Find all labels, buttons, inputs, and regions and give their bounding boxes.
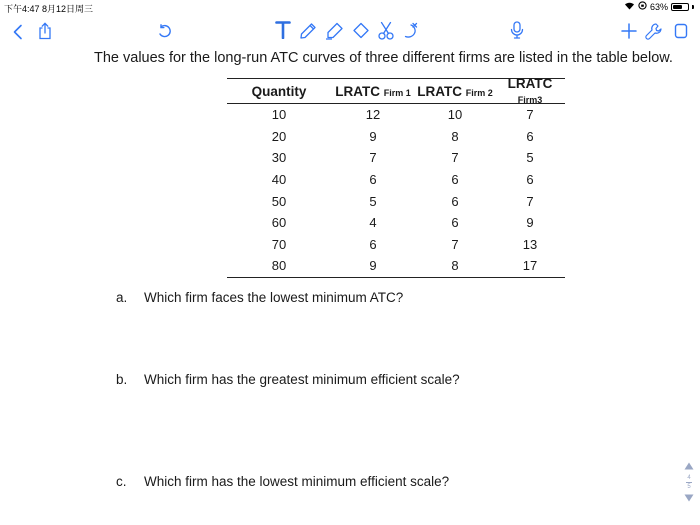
table-cell: 20 <box>271 128 287 144</box>
table-cell: 40 <box>271 172 287 188</box>
table-cell: 6 <box>526 128 534 144</box>
table-header <box>227 76 565 105</box>
table-cell: 7 <box>526 107 534 123</box>
header-firm3 <box>495 76 565 106</box>
table-row <box>227 190 565 212</box>
table-cell: 7 <box>451 150 459 166</box>
table-cell: 4 <box>369 215 377 231</box>
page-down-icon[interactable] <box>684 494 694 502</box>
header-firm2-sub: Firm 2 <box>465 87 493 98</box>
header-quantity-label: Quantity <box>251 83 307 99</box>
table-cell: 17 <box>522 258 538 274</box>
header-firm3-label: LRATC <box>507 76 553 91</box>
table-cell: 10 <box>271 107 287 123</box>
header-firm2-label: LRATC <box>417 83 466 99</box>
table-cell: 80 <box>271 258 287 274</box>
battery-percent: 63% <box>649 1 668 12</box>
status-time: 下午4:47 8月12日周三 <box>4 4 94 14</box>
table-row <box>227 104 565 126</box>
table-cell: 9 <box>526 215 534 231</box>
table-cell: 6 <box>451 215 459 231</box>
header-quantity <box>227 84 331 99</box>
table-row <box>227 147 565 169</box>
table-cell: 70 <box>271 236 287 252</box>
question-b-text: Which firm has the greatest minimum efficient scale? <box>144 372 460 387</box>
page-total: 5 <box>687 484 691 490</box>
header-firm1-label: LRATC <box>335 83 384 99</box>
header-firm1 <box>331 84 415 99</box>
table-cell: 6 <box>451 172 459 188</box>
header-firm1-sub: Firm 1 <box>383 87 411 98</box>
table-cell: 5 <box>526 150 534 166</box>
table-row <box>227 212 565 234</box>
table-cell: 8 <box>451 258 459 274</box>
table-body <box>227 104 565 277</box>
header-firm3-sub: Firm3 <box>517 95 543 105</box>
table-cell: 6 <box>369 236 377 252</box>
intro-text: The values for the long-run ATC curves of three different firms are listed in the table below. <box>94 50 673 66</box>
table-cell: 60 <box>271 215 287 231</box>
page-navigator[interactable] <box>682 462 696 510</box>
page-current: 4 <box>687 475 691 481</box>
table-cell: 6 <box>451 193 459 209</box>
lratc-table <box>227 78 565 278</box>
table-cell: 13 <box>522 236 538 252</box>
table-cell: 6 <box>526 172 534 188</box>
table-cell: 30 <box>271 150 287 166</box>
page-separator <box>686 482 692 483</box>
table-cell: 50 <box>271 193 287 209</box>
table-row <box>227 126 565 148</box>
question-c-letter: c. <box>116 474 127 489</box>
table-cell: 9 <box>369 258 377 274</box>
header-firm2 <box>415 84 495 99</box>
table-cell: 7 <box>369 150 377 166</box>
question-b-letter: b. <box>116 372 128 387</box>
table-row <box>227 234 565 256</box>
question-a-text: Which firm faces the lowest minimum ATC? <box>144 290 404 305</box>
table-cell: 10 <box>447 107 463 123</box>
table-cell: 9 <box>369 128 377 144</box>
table-cell: 7 <box>526 193 534 209</box>
page-up-icon[interactable] <box>684 462 694 470</box>
table-cell: 12 <box>365 107 381 123</box>
table-row <box>227 255 565 277</box>
table-cell: 8 <box>451 128 459 144</box>
table-cell: 5 <box>369 193 377 209</box>
table-row <box>227 169 565 191</box>
table-bottom-rule <box>227 277 565 278</box>
table-cell: 6 <box>369 172 377 188</box>
question-a-letter: a. <box>116 290 128 305</box>
table-cell: 7 <box>451 236 459 252</box>
question-c-text: Which firm has the lowest minimum efficient scale? <box>144 474 450 489</box>
